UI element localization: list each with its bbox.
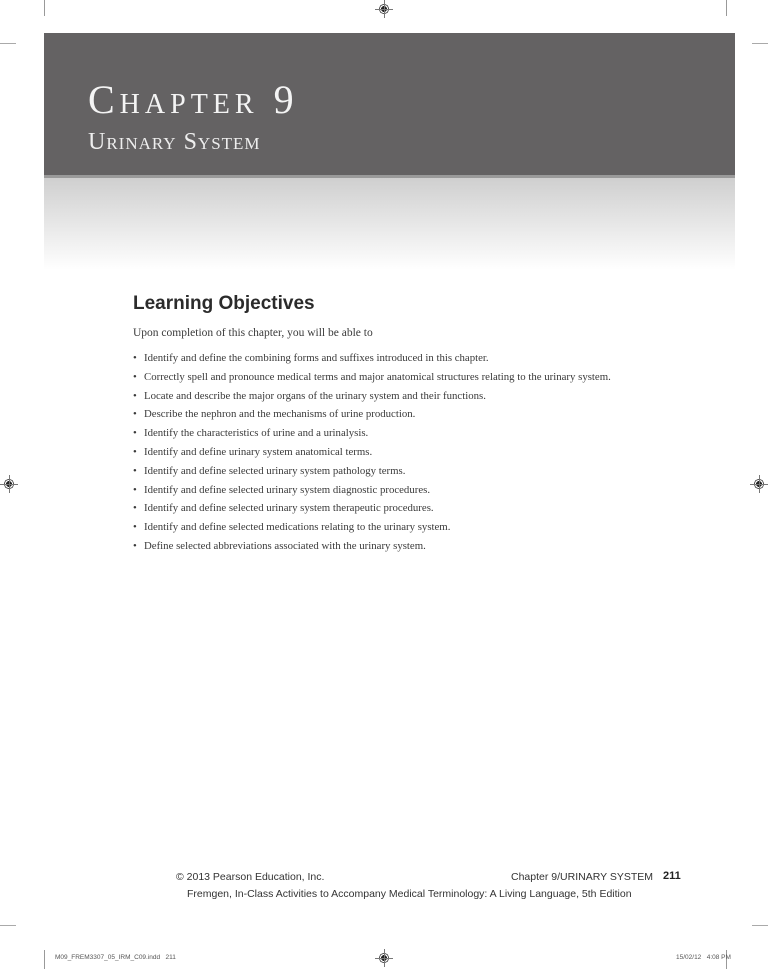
bullet-icon: • — [133, 408, 137, 421]
bullet-icon: • — [133, 370, 137, 383]
list-item: • Describe the nephron and the mechanisms of urine production. — [133, 405, 693, 424]
page-number: 211 — [663, 870, 681, 882]
registration-mark-icon — [378, 952, 390, 964]
crop-mark-right-top — [752, 43, 768, 44]
print-slug-timestamp: 15/02/12 4:08 PM — [676, 954, 731, 961]
bullet-icon: • — [133, 389, 137, 402]
bullet-icon: • — [133, 445, 137, 458]
crop-mark-right-bottom — [752, 925, 768, 926]
crop-mark-bottom-left — [44, 950, 45, 969]
crop-mark-left-top — [0, 43, 16, 44]
registration-mark-icon — [3, 478, 15, 490]
crop-mark-top-left — [44, 0, 45, 16]
chapter-title: Chapter 9 — [88, 77, 299, 122]
learning-objectives-section — [133, 293, 693, 556]
crop-mark-top-right — [726, 0, 727, 16]
registration-mark-icon — [378, 3, 390, 15]
banner-gradient — [44, 178, 735, 270]
list-item: • Identify and define selected urinary system therapeutic procedures. — [133, 499, 693, 518]
bullet-icon: • — [133, 352, 137, 364]
list-item: • Locate and describe the major organs of the urinary system and their functions. — [133, 387, 693, 406]
list-item: • Identify the characteristics of urine and a urinalysis. — [133, 424, 693, 443]
running-head: Chapter 9/URINARY SYSTEM — [511, 871, 653, 883]
bullet-icon: • — [133, 464, 137, 477]
bullet-icon: • — [133, 539, 137, 552]
registration-mark-icon — [753, 478, 765, 490]
crop-mark-left-bottom — [0, 925, 16, 926]
bullet-icon: • — [133, 427, 137, 440]
bullet-icon: • — [133, 483, 137, 496]
intro-text: Upon completion of this chapter, you will be able to — [133, 327, 373, 339]
list-item: • Correctly spell and pronounce medical terms and major anatomical structures relating to the urinary system. — [133, 368, 693, 387]
bullet-icon: • — [133, 521, 137, 534]
list-item: • Identify and define selected urinary system pathology terms. — [133, 462, 693, 481]
bullet-icon: • — [133, 502, 137, 515]
list-item: • Identify and define the combining forms and suffixes introduced in this chapter. — [133, 349, 693, 368]
copyright-notice: © 2013 Pearson Education, Inc. — [176, 871, 325, 883]
chapter-subtitle: Urinary System — [88, 129, 261, 155]
list-item: • Define selected abbreviations associated with the urinary system. — [133, 537, 693, 556]
section-heading: Learning Objectives — [133, 293, 315, 314]
print-slug-filename: M09_FREM3307_05_IRM_C09.indd 211 — [55, 954, 176, 961]
objectives-list — [133, 349, 693, 556]
list-item: • Identify and define selected urinary system diagnostic procedures. — [133, 481, 693, 500]
book-title: Fremgen, In-Class Activities to Accompany Medical Terminology: A Living Language, 5th Edition — [187, 888, 632, 900]
list-item: • Identify and define selected medications relating to the urinary system. — [133, 518, 693, 537]
list-item: • Identify and define urinary system anatomical terms. — [133, 443, 693, 462]
